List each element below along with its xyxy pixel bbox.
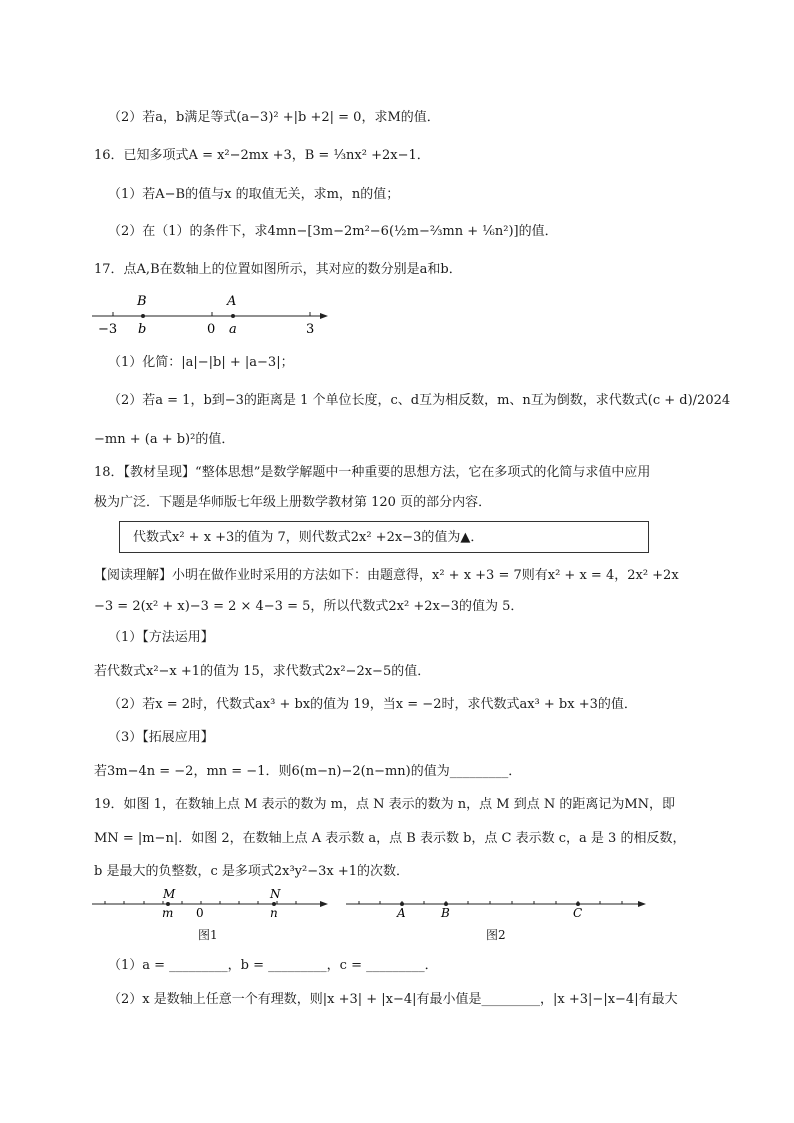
q17-point-b (141, 314, 145, 318)
q16-part2: （2）在（1）的条件下，求4mn−[3m−2m²−6(½m−⅔mn + ⅙n²)]的值． (108, 224, 558, 239)
q17-number-line-figure (90, 288, 340, 338)
q18-part1-heading: （1）【方法运用】 (108, 630, 214, 645)
q17-label-A: A (227, 294, 237, 309)
q17-var-b: b (138, 322, 147, 337)
q17-part2-line2: −mn + (a + b)²的值． (94, 432, 235, 447)
reading-line2: −3 = 2(x² + x)−3 = 2 × 4−3 = 5，所以代数式2x² +2x−3的值为 5． (94, 599, 524, 614)
q16-stem: 16．已知多项式A = x²−2mx +3，B = ⅓nx² +2x−1． (94, 148, 430, 163)
q19-figure1 (92, 884, 332, 920)
q17-axis-arrow (320, 313, 328, 319)
q19-stem-line2: MN = |m−n|．如图 2，在数轴上点 A 表示数 a，点 B 表示数 b，点 C 表示数 c，a 是 3 的相反数， (94, 831, 686, 846)
fig2-axis-arrow (638, 901, 646, 907)
q15-part2: （2）若a，b满足等式(a−3)² +|b +2| = 0，求M的值． (108, 110, 440, 125)
q19-figure2 (346, 884, 650, 920)
q17-point-a (231, 314, 235, 318)
q18-part1: 若代数式x²−x +1的值为 15，求代数式2x²−2x−5的值． (94, 664, 431, 679)
q17-stem: 17．点A,B在数轴上的位置如图所示，其对应的数分别是a和b． (94, 262, 462, 277)
q17-tick-label-minus3: −3 (98, 322, 118, 337)
textbook-problem-box (119, 521, 649, 553)
fig1-caption: 图1 (198, 928, 218, 942)
q19-part1: （1）a = _________，b = _________，c = _________． (108, 958, 438, 973)
q19-part2: （2）x 是数轴上任意一个有理数，则|x +3| + |x−4|有最小值是_________，|x +3|−|x−4|有最大 (108, 992, 678, 1007)
fig1-var-m: m (162, 906, 174, 920)
q18-part3-heading: （3）【拓展应用】 (108, 730, 214, 745)
q18-stem-line1: 18．【教材呈现】“整体思想”是数学解题中一种重要的思想方法，它在多项式的化简与求值中应用 (94, 465, 651, 480)
fig2-label-B: B (441, 906, 450, 920)
fig1-zero: 0 (196, 906, 204, 920)
q17-var-a: a (229, 322, 237, 337)
q17-part2-line1: （2）若a = 1，b到−3的距离是 1 个单位长度，c、d互为相反数，m、n互为倒数，求代数式(c + d)/2024 (108, 393, 731, 408)
q17-label-B: B (137, 294, 147, 309)
q17-tick-label-3: 3 (306, 322, 315, 337)
fig2-label-C: C (573, 906, 583, 920)
fig1-label-N: N (270, 887, 281, 901)
reading-line1: 【阅读理解】小明在做作业时采用的方法如下：由题意得，x² + x +3 = 7则有x² + x = 4，2x² +2x (94, 568, 679, 583)
q17-tick-label-0: 0 (207, 322, 216, 337)
q18-stem-line2: 极为广泛．下题是华师版七年级上册数学教材第 120 页的部分内容． (94, 495, 492, 510)
textbook-problem-text: 代数式x² + x +3的值为 7，则代数式2x² +2x−3的值为▲． (133, 530, 484, 545)
q19-stem-line3: b 是最大的负整数，c 是多项式2x³y²−3x +1的次数． (94, 864, 410, 879)
fig2-caption: 图2 (486, 928, 506, 942)
fig1-label-M: M (163, 887, 176, 901)
fig2-label-A: A (397, 906, 406, 920)
q18-part3: 若3m−4n = −2，mn = −1．则6(m−n)−2(n−mn)的值为_________． (94, 764, 522, 779)
q17-part1: （1）化简：|a|−|b| + |a−3|； (108, 355, 294, 370)
fig1-axis-arrow (320, 901, 328, 907)
fig1-var-n: n (270, 906, 278, 920)
q16-part1: （1）若A−B的值与x 的取值无关，求m，n的值； (108, 187, 400, 202)
q19-stem-line1: 19．如图 1，在数轴上点 M 表示的数为 m，点 N 表示的数为 n，点 M 到点 N 的距离记为MN，即 (94, 797, 676, 812)
q18-part2: （2）若x = 2时，代数式ax³ + bx的值为 19，当x = −2时，求代数式ax³ + bx +3的值． (108, 697, 637, 712)
